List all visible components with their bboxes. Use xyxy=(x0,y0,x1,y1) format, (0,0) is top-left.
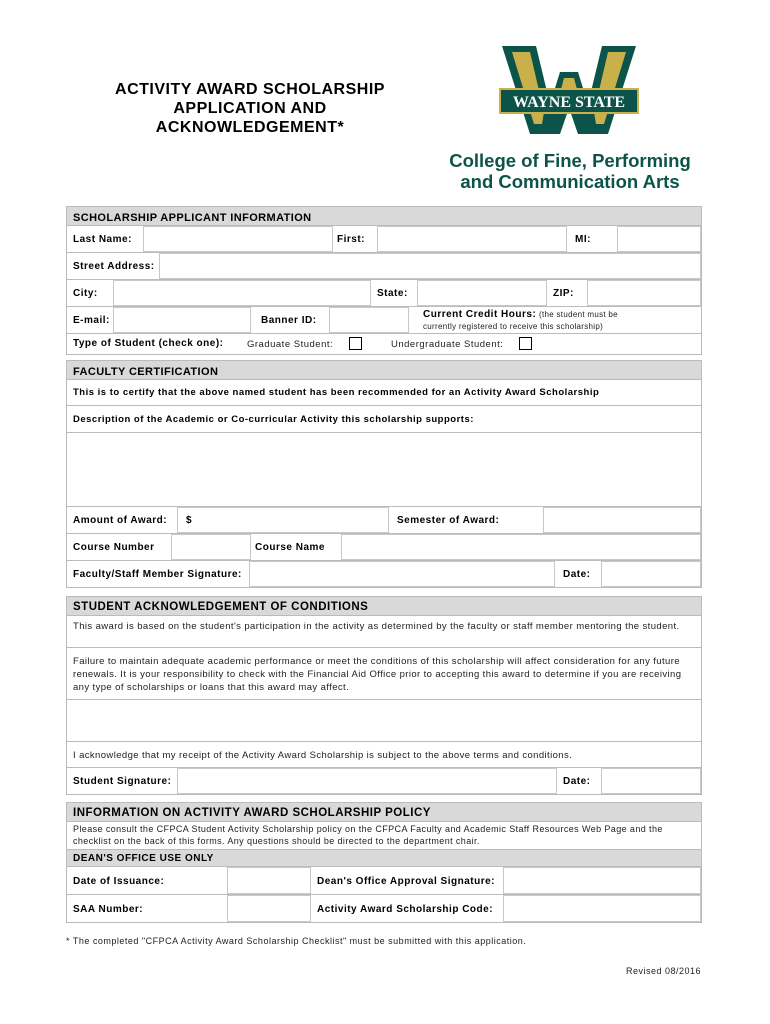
student-date-field[interactable] xyxy=(601,768,701,794)
college-name-line2: and Communication Arts xyxy=(460,171,680,192)
college-name-line1: College of Fine, Performing xyxy=(449,150,691,171)
applicant-section-header: SCHOLARSHIP APPLICANT INFORMATION xyxy=(66,206,702,226)
faculty-section-header: FACULTY CERTIFICATION xyxy=(66,360,702,380)
form-title xyxy=(100,80,400,137)
certify-row xyxy=(66,380,702,406)
street-label: Street Address: xyxy=(73,261,155,272)
banner-id-field[interactable] xyxy=(329,307,409,333)
first-name-label: First: xyxy=(337,234,365,245)
acknowledge-text: I acknowledge that my receipt of the Activity Award Scholarship is subject to the above terms and conditions. xyxy=(73,750,573,761)
description-field[interactable] xyxy=(66,433,702,507)
form-title-line3: ACKNOWLEDGEMENT* xyxy=(155,119,345,136)
email-label: E-mail: xyxy=(73,315,110,326)
student-signature-field[interactable] xyxy=(177,768,557,794)
form-title-line1: ACTIVITY AWARD SCHOLARSHIP xyxy=(115,81,385,98)
email-row xyxy=(66,307,702,334)
student-section-header: STUDENT ACKNOWLEDGEMENT OF CONDITIONS xyxy=(66,596,702,616)
approval-label: Dean's Office Approval Signature: xyxy=(317,876,495,887)
student-type-row xyxy=(66,334,702,355)
course-name-field[interactable] xyxy=(341,534,701,560)
faculty-date-field[interactable] xyxy=(601,561,701,587)
description-label: Description of the Academic or Co-curricular Activity this scholarship supports: xyxy=(73,414,474,425)
scholarship-code-label: Activity Award Scholarship Code: xyxy=(317,904,494,915)
graduate-label: Graduate Student: xyxy=(247,339,334,350)
footnote: * The completed "CFPCA Activity Award Scholarship Checklist" must be submitted with this application. xyxy=(66,936,527,946)
zip-field[interactable] xyxy=(587,280,701,306)
description-row xyxy=(66,406,702,433)
scholarship-code-field[interactable] xyxy=(503,895,701,922)
student-para1-row xyxy=(66,616,702,648)
wayne-state-logo-icon xyxy=(498,42,640,138)
semester-field[interactable] xyxy=(543,507,701,533)
street-row xyxy=(66,253,702,280)
saa-row xyxy=(66,895,702,923)
dollar-sign: $ xyxy=(186,515,193,526)
date-issuance-label: Date of Issuance: xyxy=(73,876,165,887)
policy-text: Please consult the CFPCA Student Activity Scholarship policy on the CFPCA Faculty and Academic Staff Resources Web Page and the checklist on the back of this forms. Any questions should be directed to the department chair. xyxy=(73,824,663,846)
name-row xyxy=(66,226,702,253)
amount-row xyxy=(66,507,702,534)
email-field[interactable] xyxy=(113,307,251,333)
policy-text-row xyxy=(66,822,702,850)
faculty-date-label: Date: xyxy=(563,569,591,580)
course-number-field[interactable] xyxy=(171,534,251,560)
course-row xyxy=(66,534,702,561)
course-name-label: Course Name xyxy=(255,542,325,553)
date-issuance-field[interactable] xyxy=(227,867,311,894)
college-name xyxy=(440,150,700,192)
student-date-label: Date: xyxy=(563,776,591,787)
state-label: State: xyxy=(377,288,408,299)
undergraduate-label: Undergraduate Student: xyxy=(391,339,504,350)
city-field[interactable] xyxy=(113,280,371,306)
issuance-row xyxy=(66,867,702,895)
last-name-field[interactable] xyxy=(143,226,333,252)
logo-text: WAYNE STATE xyxy=(512,94,626,111)
student-para1: This award is based on the student's participation in the activity as determined by the faculty or staff member mentoring the student. xyxy=(73,621,680,632)
faculty-signature-label: Faculty/Staff Member Signature: xyxy=(73,569,242,580)
faculty-signature-field[interactable] xyxy=(249,561,555,587)
amount-label: Amount of Award: xyxy=(73,515,168,526)
graduate-checkbox[interactable] xyxy=(349,337,362,350)
credit-hours-label: Current Credit Hours: xyxy=(423,309,537,320)
amount-field[interactable] xyxy=(177,507,389,533)
state-field[interactable] xyxy=(417,280,547,306)
credit-hours-note-2: currently registered to receive this scholarship) xyxy=(423,322,604,331)
acknowledge-row xyxy=(66,742,702,768)
form-title-line2: APPLICATION AND xyxy=(173,100,327,117)
credit-hours-note: (the student must be xyxy=(539,310,618,319)
revised-date: Revised 08/2016 xyxy=(626,966,702,976)
zip-label: ZIP: xyxy=(553,288,574,299)
student-type-label: Type of Student (check one): xyxy=(73,338,224,349)
faculty-signature-row xyxy=(66,561,702,588)
certify-text: This is to certify that the above named student has been recommended for an Activity Award Scholarship xyxy=(73,387,600,398)
student-para2-row xyxy=(66,648,702,700)
deans-office-header-text: DEAN'S OFFICE USE ONLY xyxy=(73,853,214,864)
mi-label: MI: xyxy=(575,234,591,245)
saa-number-field[interactable] xyxy=(227,895,311,922)
street-field[interactable] xyxy=(159,253,701,279)
banner-id-label: Banner ID: xyxy=(261,315,317,326)
first-name-field[interactable] xyxy=(377,226,567,252)
undergraduate-checkbox[interactable] xyxy=(519,337,532,350)
course-number-label: Course Number xyxy=(73,542,155,553)
last-name-label: Last Name: xyxy=(73,234,132,245)
mi-field[interactable] xyxy=(617,226,701,252)
student-blank-area[interactable] xyxy=(66,700,702,742)
city-row xyxy=(66,280,702,307)
semester-label: Semester of Award: xyxy=(397,515,500,526)
deans-office-header xyxy=(66,850,702,867)
city-label: City: xyxy=(73,288,98,299)
student-para2: Failure to maintain adequate academic performance or meet the conditions of this scholarship will affect consideration for any future renewals. It is your responsibility to check with the Financial Aid Office prior to accepting this award to determine if you are receiving any type of scholarships or loans that this award may affect. xyxy=(73,656,682,693)
student-signature-label: Student Signature: xyxy=(73,776,172,787)
student-signature-row xyxy=(66,768,702,795)
policy-section-header: INFORMATION ON ACTIVITY AWARD SCHOLARSHIP POLICY xyxy=(66,802,702,822)
saa-number-label: SAA Number: xyxy=(73,904,144,915)
approval-field[interactable] xyxy=(503,867,701,894)
